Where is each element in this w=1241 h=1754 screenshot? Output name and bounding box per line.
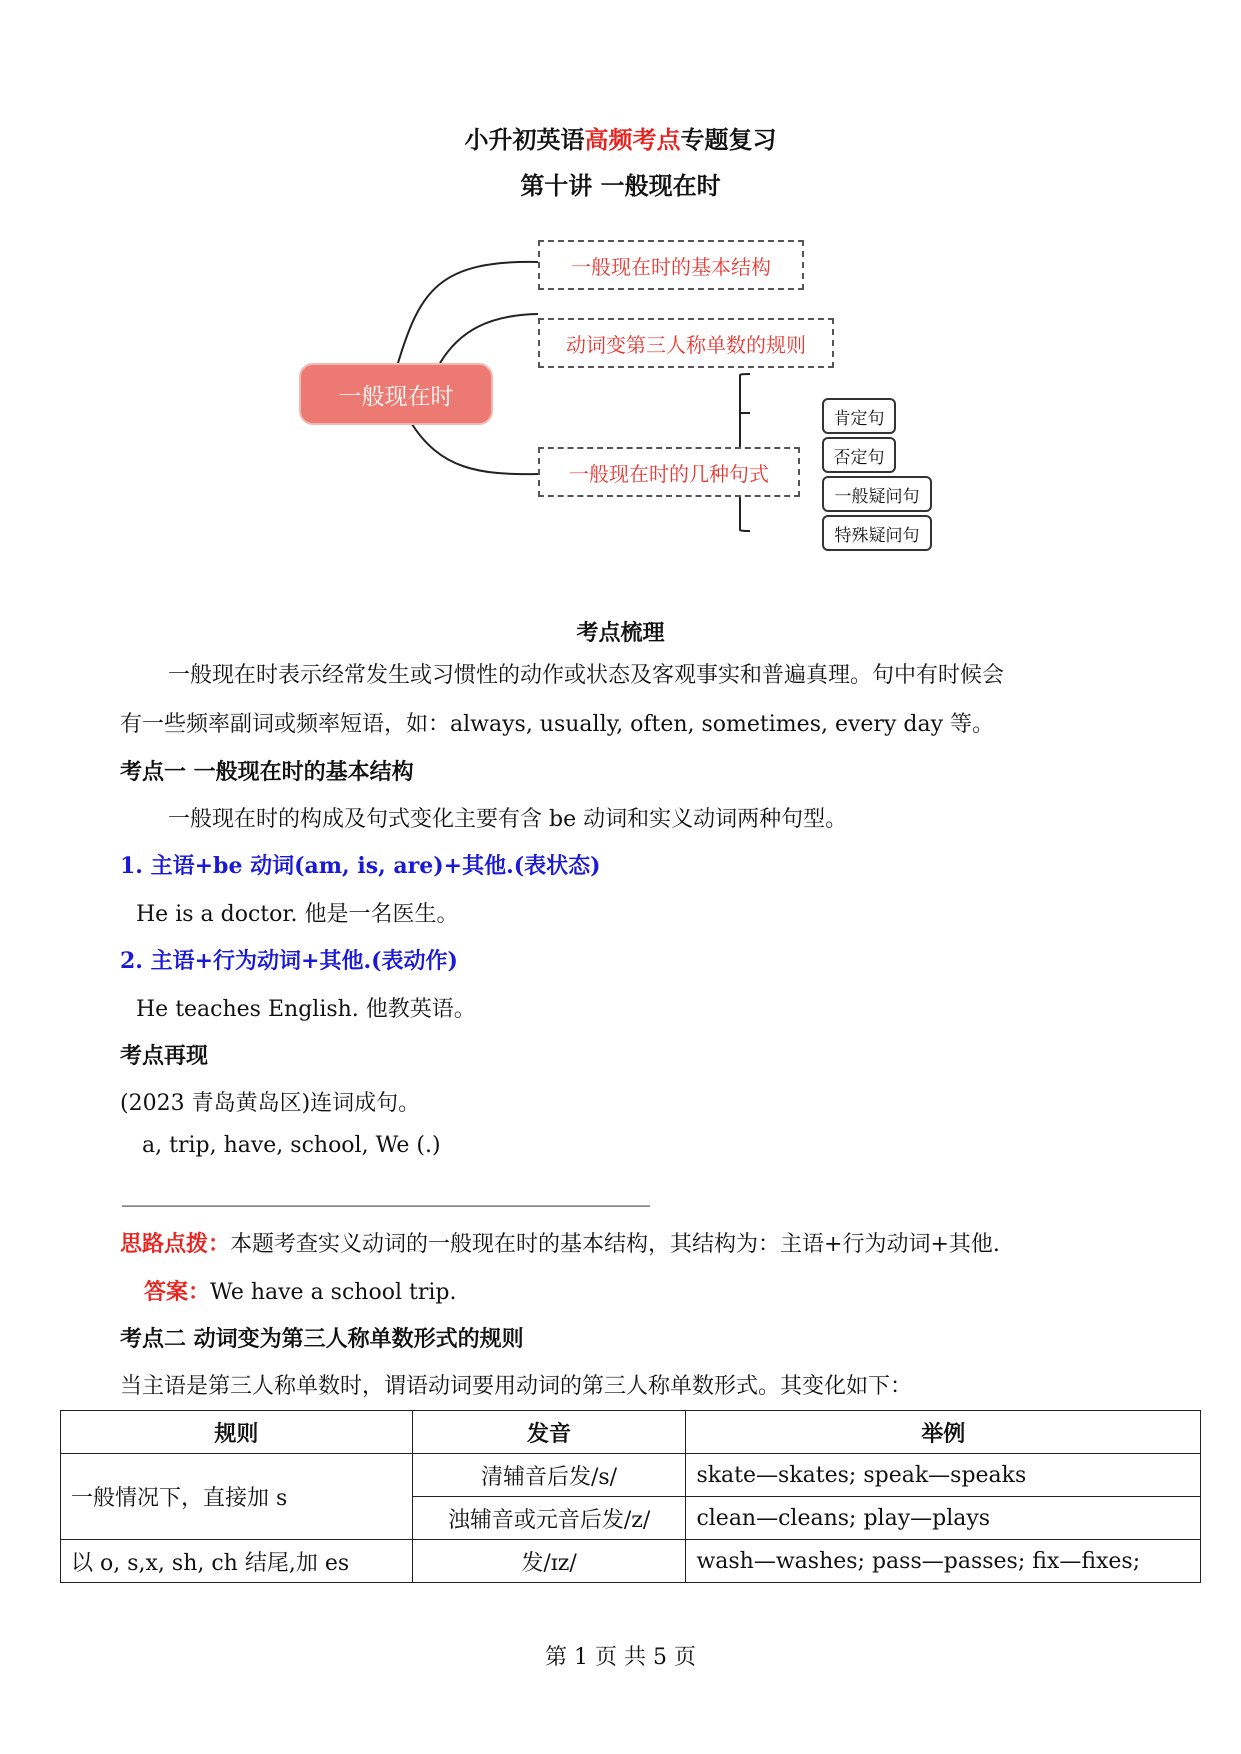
hint-label: 思路点拨： bbox=[120, 1231, 231, 1257]
mind-map bbox=[290, 230, 970, 560]
title-part: 专题复习 bbox=[680, 125, 777, 154]
table-header: 举例 bbox=[686, 1411, 1201, 1454]
table-cell-example: clean—cleans; play—plays bbox=[686, 1497, 1201, 1540]
table-cell-sound: 浊辅音或元音后发/z/ bbox=[412, 1497, 686, 1540]
lecture-subtitle: 第十讲 一般现在时 bbox=[520, 171, 721, 200]
third-person-rules-table bbox=[60, 1410, 1201, 1583]
mind-map-branch-structure: 一般现在时的基本结构 bbox=[538, 240, 804, 290]
practice-source: (2023 青岛黄岛区)连词成句。 bbox=[120, 1091, 421, 1116]
mind-map-leaf-affirmative: 肯定句 bbox=[822, 398, 896, 434]
table-cell-rule: 一般情况下，直接加 s bbox=[61, 1454, 413, 1540]
title-highlight: 高频考点 bbox=[584, 125, 681, 154]
answer-line bbox=[144, 1275, 456, 1306]
answer-label: 答案： bbox=[144, 1279, 211, 1305]
mind-map-branch-sentence-types: 一般现在时的几种句式 bbox=[538, 447, 800, 497]
intro-line-2: 有一些频率副词或频率短语，如：always, usually, often, sometimes, every day 等。 bbox=[120, 712, 994, 737]
hint-line bbox=[120, 1227, 1000, 1258]
point1-example-2: He teaches English. 他教英语。 bbox=[136, 997, 476, 1022]
table-header-row bbox=[61, 1411, 1201, 1454]
page-footer: 第 1 页 共 5 页 bbox=[545, 1645, 696, 1670]
table-header: 发音 bbox=[412, 1411, 686, 1454]
table-header: 规则 bbox=[61, 1411, 413, 1454]
table-row bbox=[61, 1454, 1201, 1497]
answer-text: We have a school trip. bbox=[210, 1280, 457, 1305]
table-cell-sound: 发/ɪz/ bbox=[412, 1540, 686, 1583]
table-cell-sound: 清辅音后发/s/ bbox=[412, 1454, 686, 1497]
table-cell-rule: 以 o, s,x, sh, ch 结尾,加 es bbox=[61, 1540, 413, 1583]
mind-map-branch-third-person: 动词变第三人称单数的规则 bbox=[538, 318, 834, 368]
table-cell-example: skate—skates; speak—speaks bbox=[686, 1454, 1201, 1497]
practice-words: a, trip, have, school, We (.) bbox=[142, 1133, 441, 1158]
mind-map-leaf-yes-no-question: 一般疑问句 bbox=[822, 476, 932, 512]
point2-description: 当主语是第三人称单数时，谓语动词要用动词的第三人称单数形式。其变化如下： bbox=[120, 1374, 913, 1399]
hint-text: 本题考查实义动词的一般现在时的基本结构，其结构为：主语+行为动词+其他. bbox=[230, 1232, 1000, 1257]
mind-map-root: 一般现在时 bbox=[299, 363, 493, 425]
point1-rule-1: 1. 主语+be 动词(am, is, are)+其他.(表状态) bbox=[120, 853, 601, 879]
title-part: 小升初英语 bbox=[464, 125, 585, 154]
point1-heading: 考点一 一般现在时的基本结构 bbox=[120, 759, 414, 785]
point1-example-1: He is a doctor. 他是一名医生。 bbox=[136, 902, 459, 927]
point1-rule-2: 2. 主语+行为动词+其他.(表动作) bbox=[120, 948, 458, 974]
point1-description: 一般现在时的构成及句式变化主要有含 be 动词和实义动词两种句型。 bbox=[168, 807, 848, 832]
page-title bbox=[0, 120, 1241, 155]
mind-map-leaf-wh-question: 特殊疑问句 bbox=[822, 515, 932, 551]
section-title: 考点梳理 bbox=[576, 620, 665, 646]
answer-blank-line: ________________________________________________ bbox=[122, 1182, 650, 1207]
table-row bbox=[61, 1540, 1201, 1583]
intro-line-1: 一般现在时表示经常发生或习惯性的动作或状态及客观事实和普遍真理。句中有时候会 bbox=[168, 663, 1005, 688]
mind-map-leaf-negative: 否定句 bbox=[822, 437, 896, 473]
practice-heading: 考点再现 bbox=[120, 1043, 209, 1069]
point2-heading: 考点二 动词变为第三人称单数形式的规则 bbox=[120, 1326, 524, 1352]
table-cell-example: wash—washes; pass—passes; fix—fixes; bbox=[686, 1540, 1201, 1583]
